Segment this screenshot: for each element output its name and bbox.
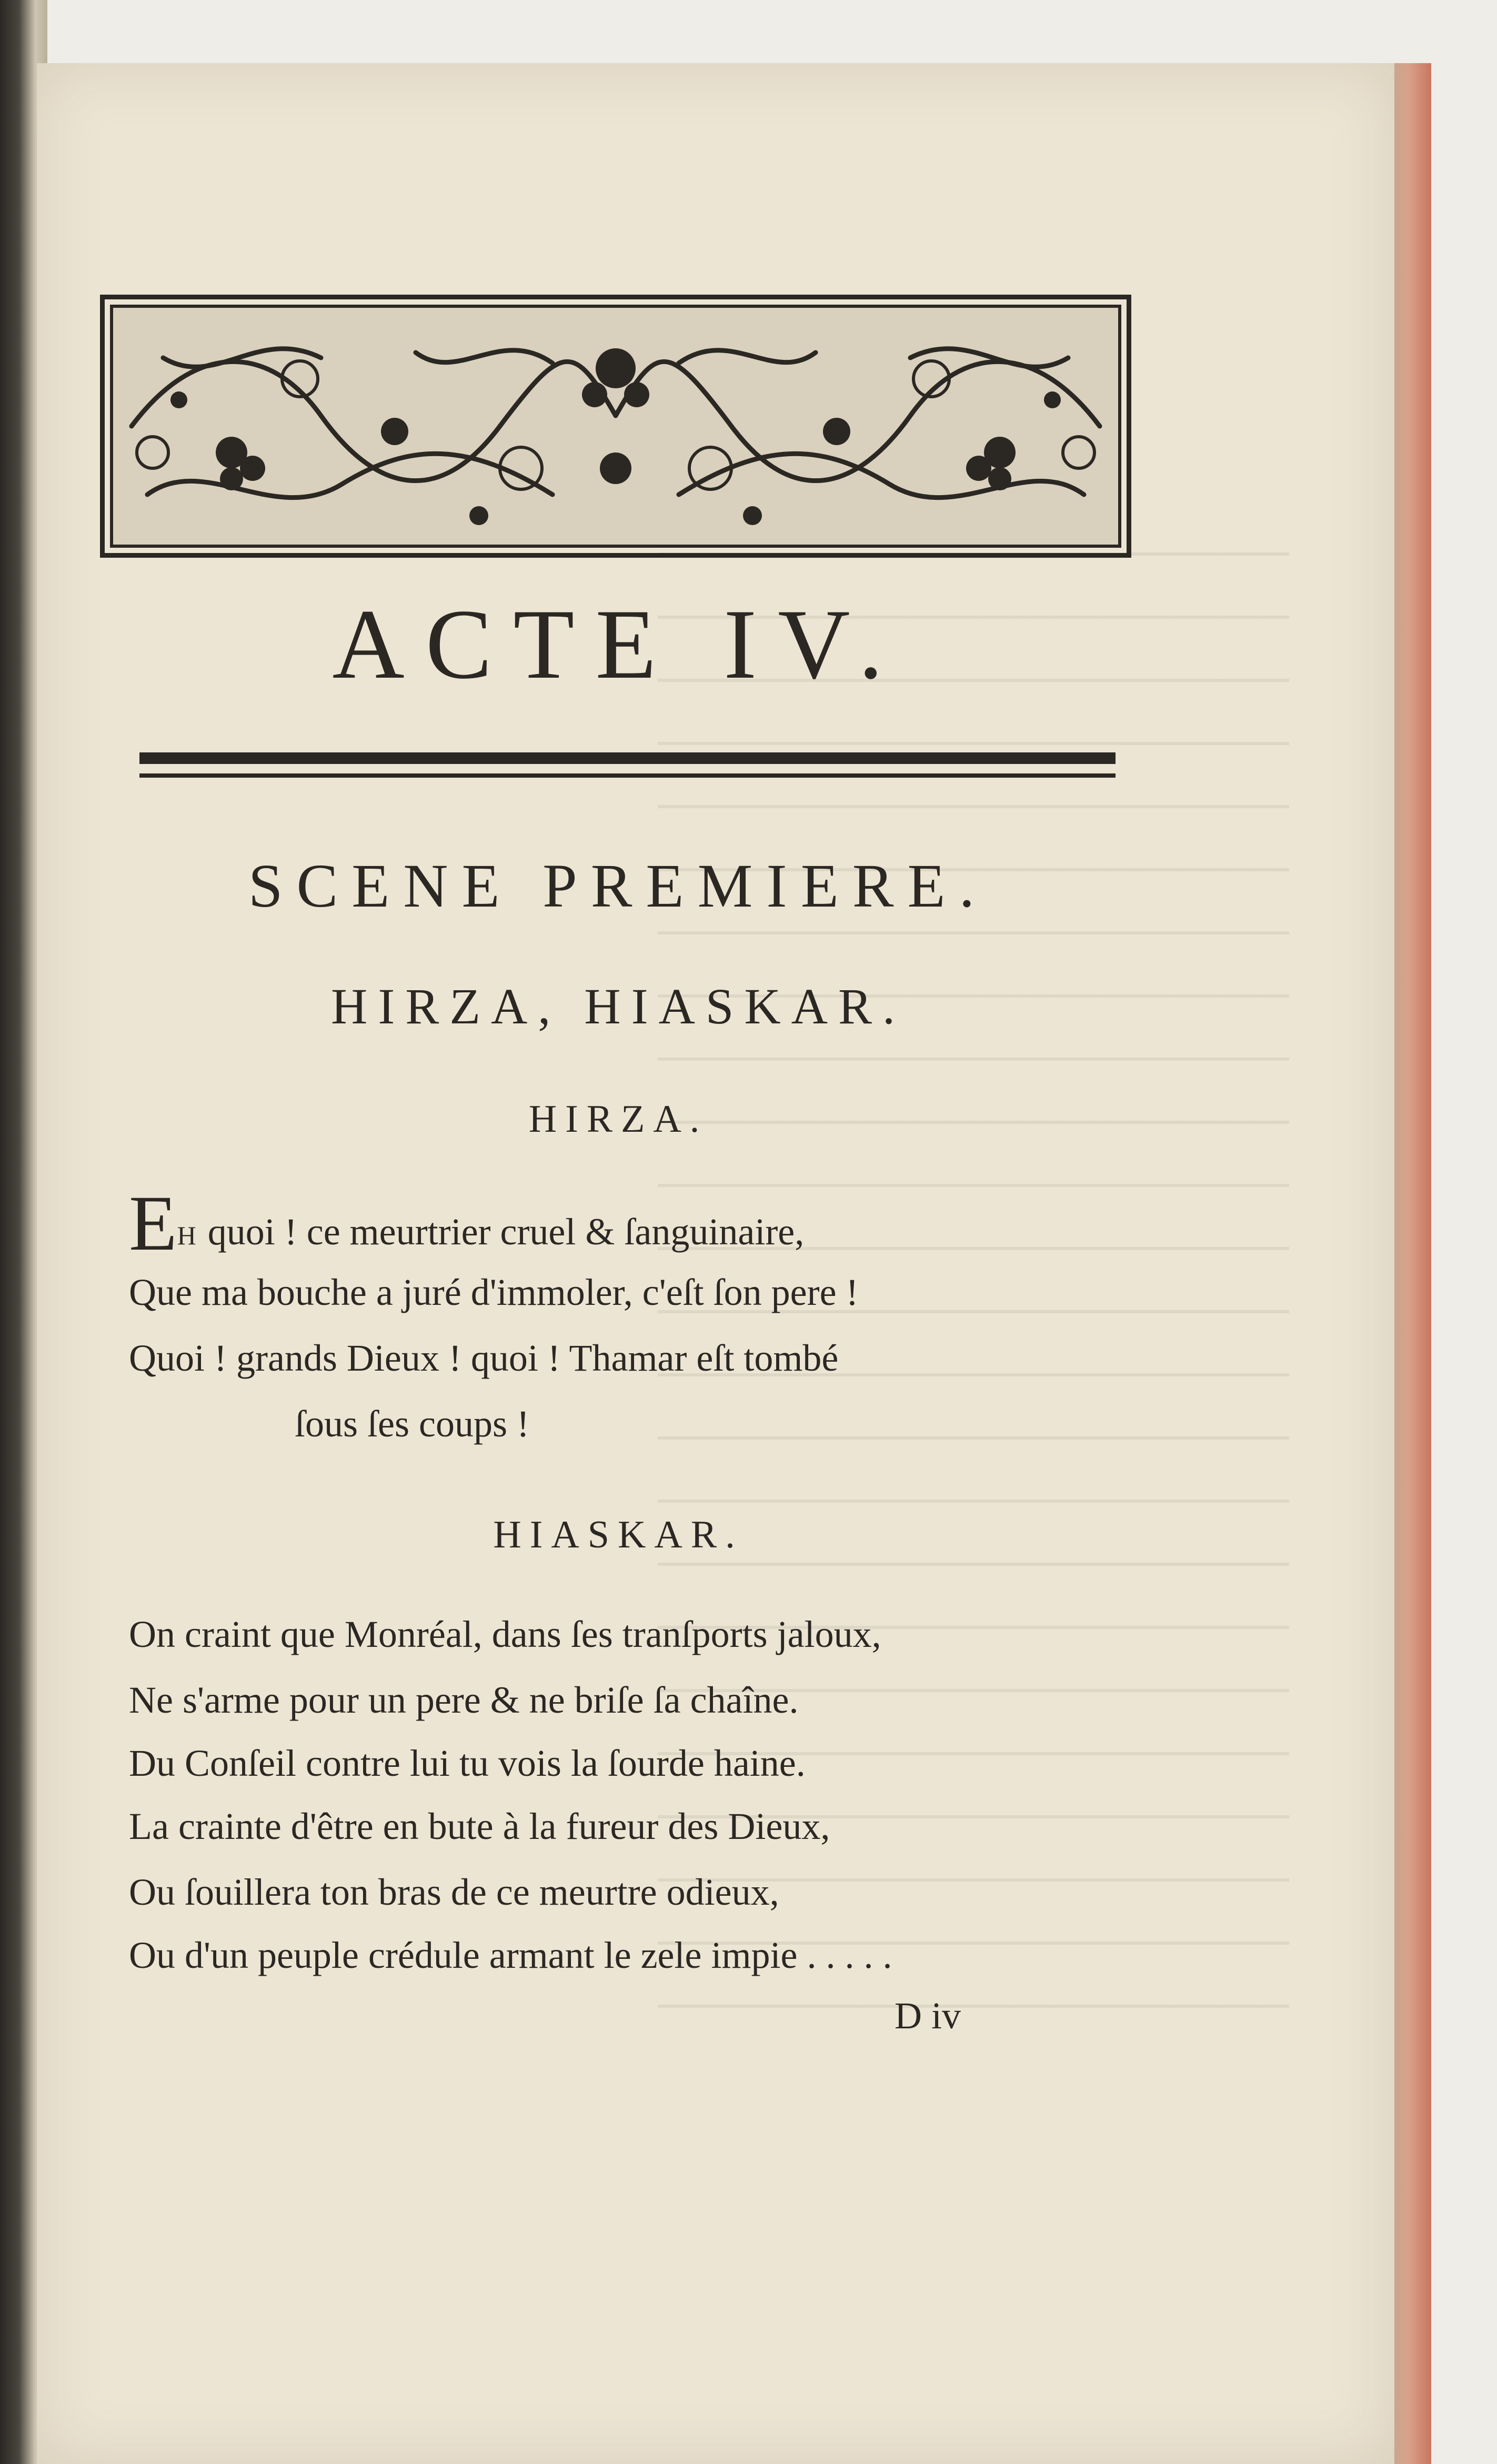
verse-line: Ou ſouillera ton bras de ce meurtre odieux, <box>129 1871 779 1913</box>
verse-line <box>129 1180 805 1267</box>
page-edge <box>1394 63 1431 2464</box>
verse-line: Que ma bouche a juré d'immoler, c'eſt ſon pere ! <box>129 1271 859 1313</box>
verse-line: Ne s'arme pour un pere & ne briſe ſa chaîne. <box>129 1679 799 1721</box>
drop-cap-rest: H <box>177 1221 198 1250</box>
act-title: ACTE IV. <box>332 589 905 700</box>
verse-line: La crainte d'être en bute à la fureur des Dieux, <box>129 1805 830 1847</box>
title-rule-thin <box>139 773 1116 778</box>
drop-cap: E <box>129 1180 177 1267</box>
speaker-name: HIRZA. <box>528 1098 708 1141</box>
verse-text: quoi ! ce meurtrier cruel & ſanguinaire, <box>207 1211 805 1253</box>
title-rule-thick <box>139 752 1116 764</box>
verse-line: Du Conſeil contre lui tu vois la ſourde haine. <box>129 1742 806 1784</box>
scan-background-top <box>37 0 1431 63</box>
scan-background-right <box>1431 0 1497 2464</box>
speaker-name: HIASKAR. <box>493 1513 744 1556</box>
verse-line: Quoi ! grands Dieux ! quoi ! Thamar eſt tombé <box>129 1337 839 1379</box>
verse-line: Ou d'un peuple crédule armant le zele impie . . . . . <box>129 1934 892 1976</box>
scene-title: SCENE PREMIERE. <box>248 851 989 920</box>
woodcut-headpiece-ornament <box>100 295 1131 558</box>
verse-line: ſous ſes coups ! <box>295 1403 529 1445</box>
scene-characters: HIRZA, HIASKAR. <box>331 978 906 1034</box>
signature-mark: D iv <box>895 1995 961 2037</box>
verse-line: On craint que Monréal, dans ſes tranſports jaloux, <box>129 1613 881 1655</box>
